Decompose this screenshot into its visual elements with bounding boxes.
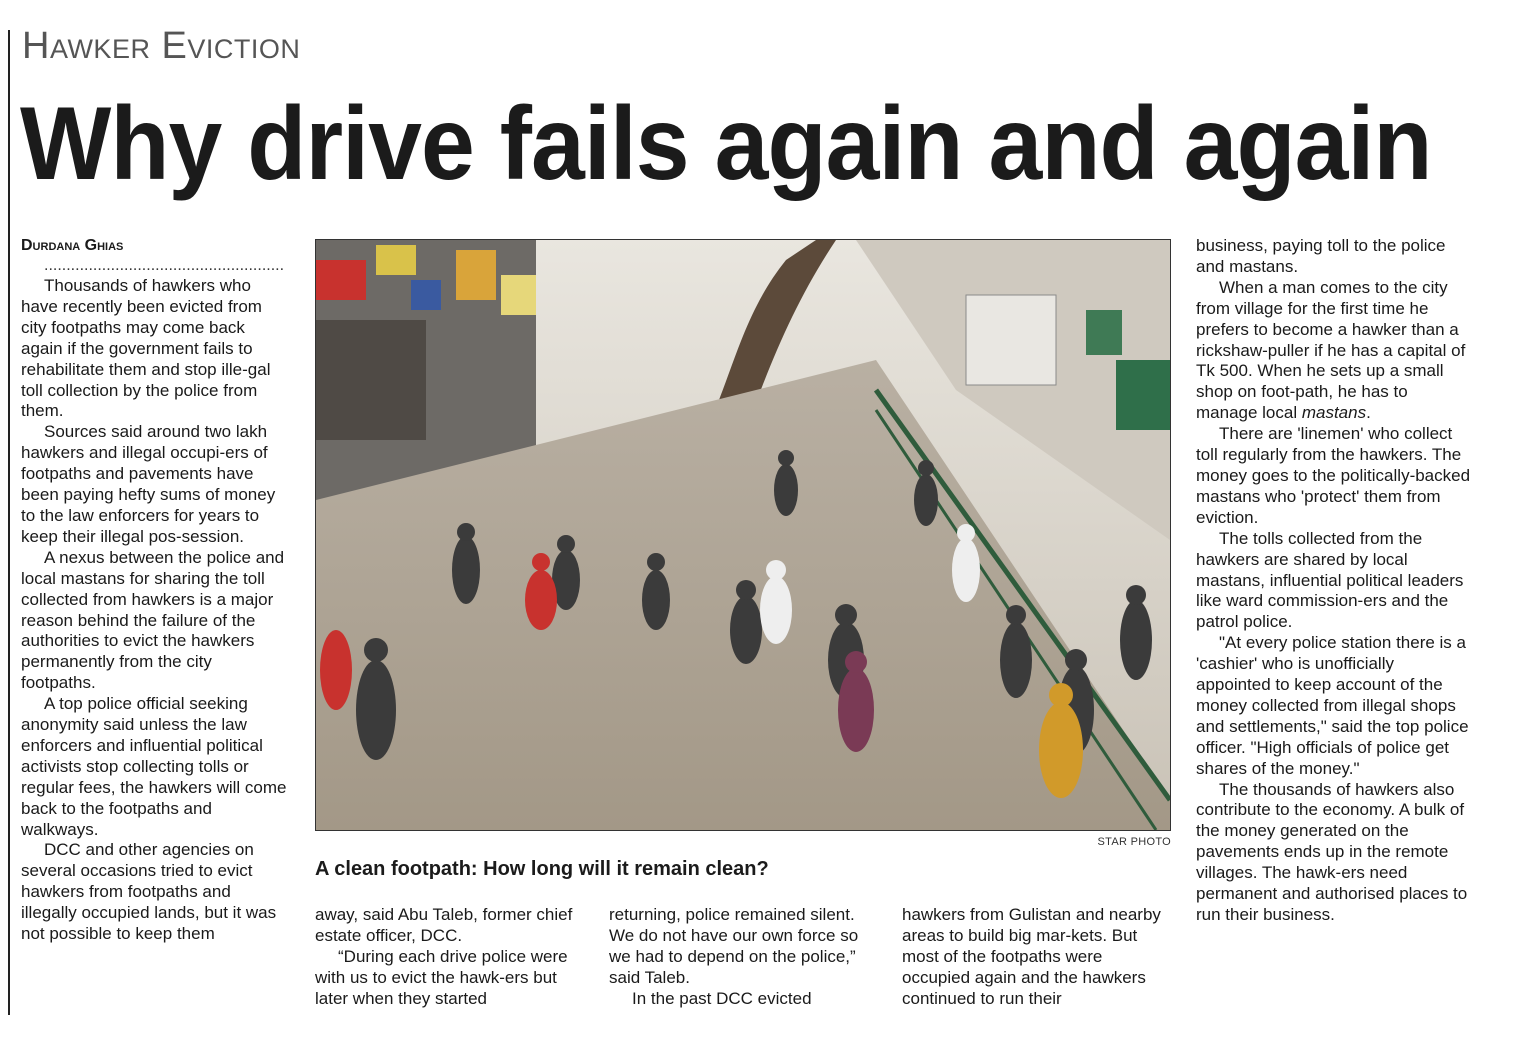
paragraph: hawkers from Gulistan and nearby areas to build big mar-kets. But most of the footpaths were occupied again and the hawkers continued to run their <box>902 905 1161 1008</box>
paragraph: business, paying toll to the police and mastans. <box>1196 236 1446 276</box>
paragraph: The thousands of hawkers also contribute to the economy. A bulk of the money generated on the pavements ends up in the remote villages. The hawk-ers need permanent and authorised places to run their business. <box>1196 779 1468 924</box>
paragraph: A top police official seeking anonymity said unless the law enforcers and influential political activists stop collecting tolls or regular fees, the hawkers will come back to the footpaths and walkways. <box>21 694 287 839</box>
paragraph-text: When a man comes to the city from village for the first time he prefers to become a hawker than a rickshaw-puller if he has a capital of Tk 500. When he sets up a small shop on foot-path, he has to manage local <box>1196 277 1466 423</box>
paragraph: The tolls collected from the hawkers are shared by local mastans, influential political leaders like ward commission-ers and the patrol police. <box>1196 528 1464 632</box>
article-column-5 <box>1196 236 1472 926</box>
paragraph: away, said Abu Taleb, former chief estate officer, DCC. <box>315 905 573 945</box>
italic-term: mastans <box>1301 403 1367 423</box>
paragraph: “During each drive police were with us to evict the hawk-ers but later when they started <box>315 946 568 1008</box>
paragraph: DCC and other agencies on several occasions tried to evict hawkers from footpaths and illegally occupied lands, but it was not possible to keep them <box>21 840 277 944</box>
paragraph: In the past DCC evicted <box>632 988 812 1008</box>
article-column-1 <box>21 236 291 945</box>
headline: Why drive fails again and again <box>20 86 1432 202</box>
paragraph <box>1196 278 1472 424</box>
left-column-rule <box>8 30 10 1015</box>
paragraph-text: . <box>1366 403 1371 423</box>
section-kicker: Hawker Eviction <box>22 25 301 67</box>
paragraph: returning, police remained silent. We do not have our own force so we had to depend on the police,” said Taleb. <box>609 905 859 987</box>
paragraph: Thousands of hawkers who have recently been evicted from city footpaths may come back again if the government fails to rehabilitate them and stop ille-gal toll collection by the police from them. <box>21 276 271 421</box>
article-column-3 <box>609 905 879 1010</box>
photo-credit: STAR PHOTO <box>1097 836 1171 848</box>
photo-caption: A clean footpath: How long will it remain clean? <box>315 858 769 880</box>
paragraph: "At every police station there is a 'cashier' who is unofficially appointed to keep account of the money collected from illegal shops and settlements," said the top police officer. "High officials of police get shares of the money." <box>1196 633 1469 778</box>
paragraph: There are 'linemen' who collect toll regularly from the hawkers. The money goes to the politically-backed mastans who 'protect' them from eviction. <box>1196 424 1471 527</box>
paragraph: A nexus between the police and local mastans for sharing the toll collected from hawkers is a major reason behind the failure of the authorities to evict the hawkers permanently from the city footpaths. <box>21 547 285 693</box>
street-crowd-photo <box>315 239 1171 831</box>
article-column-2 <box>315 905 585 1010</box>
byline-separator: ...................................................... <box>44 257 285 274</box>
article-column-4 <box>902 905 1172 1010</box>
byline: Durdana Ghias <box>21 237 124 254</box>
photo-illustration <box>316 240 1170 830</box>
paragraph: Sources said around two lakh hawkers and illegal occupi-ers of footpaths and pavements have been paying hefty sums of money to the law enforcers for years to keep their illegal pos-session. <box>21 422 276 546</box>
